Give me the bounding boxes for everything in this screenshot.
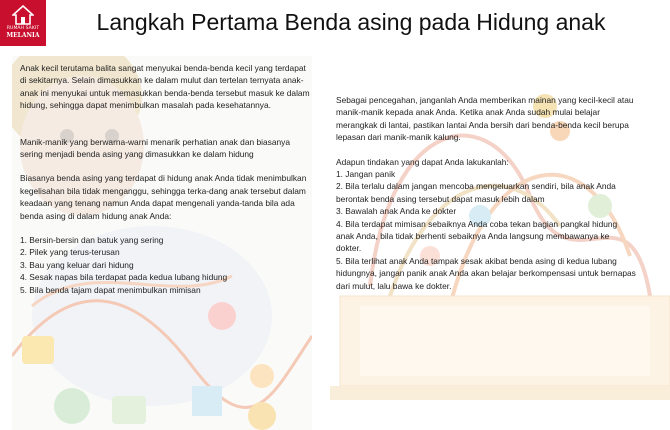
page-title: Langkah Pertama Benda asing pada Hidung anak (96, 9, 606, 35)
list-item: 3. Bau yang keluar dari hidung (20, 259, 134, 270)
actions-list (336, 168, 636, 292)
signs-list (20, 234, 312, 296)
signs-paragraph: Biasanya benda asing yang terdapat di hidung anak Anda tidak menimbulkan kegelisahan bila tidak menganggu, sehingga terka-dang anak tersebut dalam keadaan yang tenang namun Anda dapat mengenali yanda-tanda bila ada benda asing di dalam hidung anak Anda: (20, 173, 307, 221)
logo-line-2: MELANIA (6, 32, 40, 39)
list-item: 2. Bila terlalu dalam jangan mencoba mengeluarkan sendiri, bila anak Anda berontak benda asing tersebut dapat masuk lebih dalam (336, 181, 616, 204)
list-item: 1. Jangan panik (336, 169, 396, 180)
beads-paragraph: Manik-manik yang berwarna-warni menarik perhatian anak dan biasanya sering menjadi benda asing yang dimasukkan ke dalam hidung (20, 136, 291, 160)
actions-intro: Adapun tindakan yang dapat Anda lakukanlah: (336, 156, 509, 167)
list-item: 5. Bila benda tajam dapat menimbulkan mimisan (20, 284, 201, 295)
list-item: 1. Bersin-bersin dan batuk yang sering (20, 235, 164, 246)
logo-line-1: RUMAH SAKIT (6, 26, 40, 31)
right-column (336, 94, 636, 292)
left-column (20, 62, 312, 296)
list-item: 3. Bawalah anak Anda ke dokter (336, 206, 457, 217)
prevention-paragraph: Sebagai pencegahan, janganlah Anda memberikan mainan yang kecil-kecil atau manik-manik kepada anak Anda. Ketika anak Anda sudah mulai belajar merangkak di lantai, pastikan lantai Anda bersih dari benda-benda kecil berupa lepasan dari manik-manik kalung. (336, 95, 634, 143)
intro-paragraph: Anak kecil terutama balita sangat menyukai benda-benda kecil yang terdapat di sekitarnya. Selain dimasukkan ke dalam mulut dan tertelan ternyata anak-anak ini menyukai untuk memasukkan benda-benda tersebut masuk ke dalam hidung, sehingga dapat menimbulkan masalah pada kesehatannya. (20, 63, 310, 111)
list-item: 4. Bila terdapat mimisan sebaiknya Anda coba tekan bagian pangkal hidung anak Anda, bila tidak berhenti sebaiknya Anda langsung membawanya ke dokter. (336, 218, 618, 254)
list-item: 4. Sesak napas bila terdapat pada kedua lubang hidung (20, 272, 228, 283)
list-item: 2. Pilek yang terus-terusan (20, 247, 120, 258)
list-item: 5. Bila terlihat anak Anda tampak sesak akibat benda asing di kedua lubang hidungnya, jangan panik anak Anda akan belajar berkompensasi untuk bernapas dari mulut, lalu bawa ke dokter. (336, 255, 636, 291)
